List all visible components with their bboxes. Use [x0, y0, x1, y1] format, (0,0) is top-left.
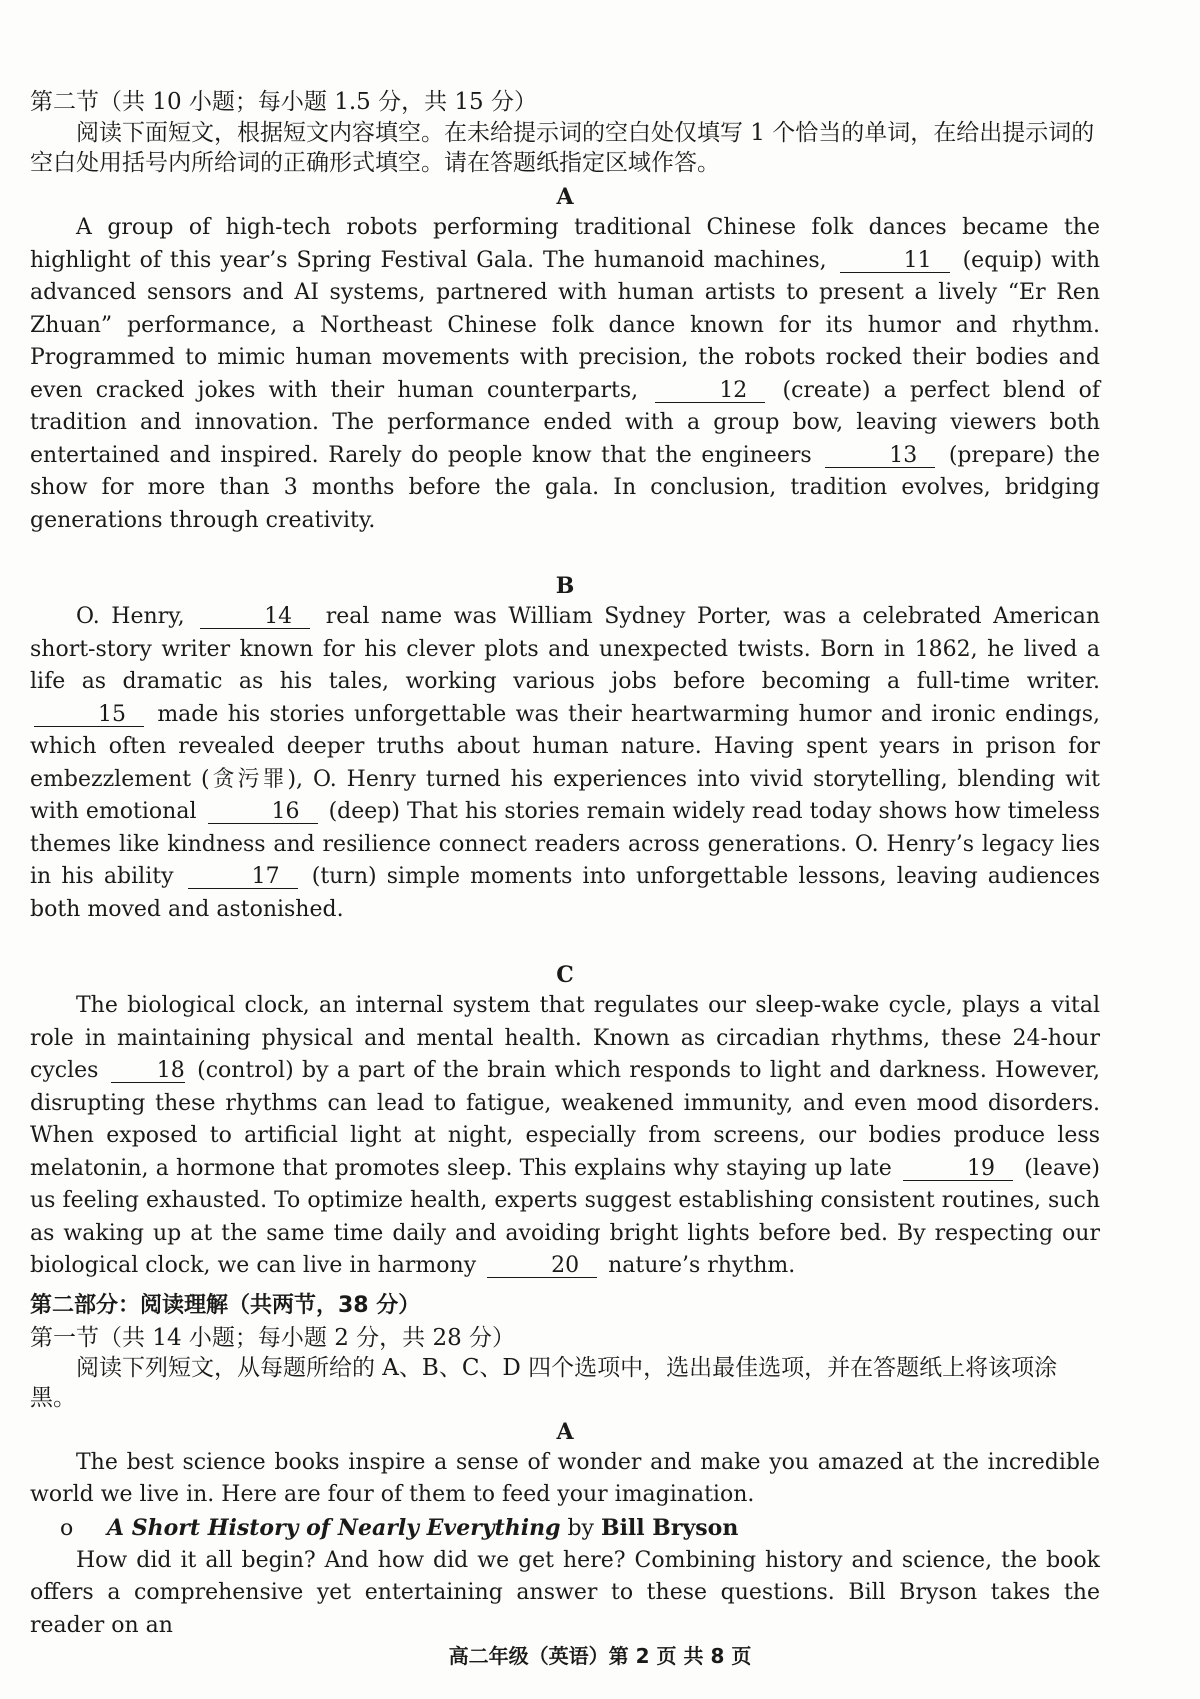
blank-18[interactable]: 18: [111, 1060, 185, 1083]
passage-c-letter: C: [556, 962, 574, 988]
book-title: A Short History of Nearly Everything: [107, 1514, 561, 1541]
part-two-instruction: 阅读下列短文，从每题所给的 A、B、C、D 四个选项中，选出最佳选项，并在答题纸上将该项涂黑。: [30, 1354, 1058, 1411]
spacer: [30, 926, 1100, 956]
section-instruction: 阅读下面短文，根据短文内容填空。在未给提示词的空白处仅填写 1 个恰当的单词，在给出提示词的空白处用括号内所给词的正确形式填空。请在答题纸指定区域作答。: [30, 120, 1095, 176]
reading-a-intro: The best science books inspire a sense of wonder and make you amazed at the incredible world we live in. Here are four of them to feed your imagination.: [30, 1449, 1100, 1507]
book-description: How did it all begin? And how did we get here? Combining history and science, the book offers a comprehensive yet entertaining answer to these questions. Bill Bryson takes the reader on an: [30, 1547, 1100, 1638]
blank-17[interactable]: 17: [188, 866, 298, 889]
page-footer: 高二年级（英语）第 2 页 共 8 页: [448, 1644, 752, 1668]
passage-c-text-3: (leave) us feeling exhausted. To optimize health, experts suggest establishing consistent routines, such as waking up at the same time daily and avoiding bright lights before bed. By respecting our biological clock, we can live in harmony: [30, 1155, 1101, 1278]
passage-b-text-4: (deep) That his stories remain widely read today shows how timeless themes like kindness and resilience connect readers across generations. O. Henry’s legacy lies in his ability: [30, 799, 1100, 889]
reading-a-letter: A: [556, 1418, 574, 1445]
blank-15[interactable]: 15: [34, 704, 144, 727]
passage-a-text-3: (create) a perfect blend of tradition and innovation. The performance ended with a group bow, leaving viewers both entertained and inspired. Rarely do people know that the engineers: [30, 377, 1100, 468]
part-two-section-header: 第一节（共 14 小题；每小题 2 分，共 28 分）: [30, 1324, 516, 1351]
passage-c-text-4: nature’s rhythm.: [608, 1253, 796, 1278]
passage-a-text: [30, 212, 1100, 537]
blank-16[interactable]: 16: [208, 801, 318, 824]
blank-12[interactable]: 12: [655, 380, 765, 403]
passage-a-letter: A: [556, 184, 574, 210]
passage-c-text-2: (control) by a part of the brain which responds to light and darkness. However, disrupting these rhythms can lead to fatigue, weakened immunity, and even mood disorders. When exposed to artificial light at night, especially from screens, our bodies produce less melatonin, a hormone that promotes sleep. This explains why staying up late: [30, 1058, 1100, 1181]
passage-c-text-1: The biological clock, an internal system that regulates our sleep-wake cycle, plays a vital role in maintaining physical and mental health. Known as circadian rhythms, these 24-hour cycles: [30, 993, 1100, 1083]
spacer: [30, 537, 1100, 567]
book-item-1: [60, 1512, 1100, 1545]
passage-b-text-2: real name was William Sydney Porter, was a celebrated American short-story writer known for his clever plots and unexpected twists. Born in 1862, he lived a life as dramatic as his tales, working various jobs before becoming a full-time writer.: [30, 604, 1101, 694]
passage-b-text-5: (turn) simple moments into unforgettable lessons, leaving audiences both moved and astonished.: [30, 864, 1101, 922]
book-by: by: [567, 1515, 594, 1541]
passage-b-letter: B: [555, 573, 575, 599]
blank-13[interactable]: 13: [825, 445, 935, 468]
blank-11[interactable]: 11: [840, 250, 950, 273]
book-author: Bill Bryson: [600, 1514, 739, 1541]
section-header: 第二节（共 10 小题；每小题 1.5 分，共 15 分）: [30, 89, 537, 115]
blank-20[interactable]: 20: [487, 1255, 597, 1278]
passage-a-text-2: (equip) with advanced sensors and AI systems, partnered with human artists to present a lively “Er Ren Zhuan” performance, a Northeast Chinese folk dance known for its humor and rhythm. Programmed to mimic human movements with precision, the robots rocked their bodies and even cracked jokes with their human counterparts,: [30, 247, 1100, 403]
passage-c-text: [30, 990, 1100, 1283]
passage-b-text-1: O. Henry,: [76, 604, 185, 629]
passage-a-text-1: A group of high-tech robots performing traditional Chinese folk dances became the highlight of this year’s Spring Festival Gala. The humanoid machines,: [30, 215, 1100, 273]
part-two-title: 第二部分：阅读理解（共两节，38 分）: [30, 1292, 421, 1318]
passage-a-text-4: (prepare) the show for more than 3 months before the gala. In conclusion, tradition evolves, bridging generations through creativity.: [30, 442, 1100, 533]
blank-19[interactable]: 19: [903, 1158, 1013, 1181]
passage-b-text: [30, 601, 1100, 926]
passage-b-text-3: made his stories unforgettable was their heartwarming humor and ironic endings, which often revealed deeper truths about human nature. Having spent years in prison for embezzlement (贪污罪), O. Henry turned his experiences into vivid storytelling, blending wit with emotional: [30, 701, 1100, 824]
blank-14[interactable]: 14: [200, 606, 310, 629]
bullet-icon: o: [60, 1515, 74, 1541]
